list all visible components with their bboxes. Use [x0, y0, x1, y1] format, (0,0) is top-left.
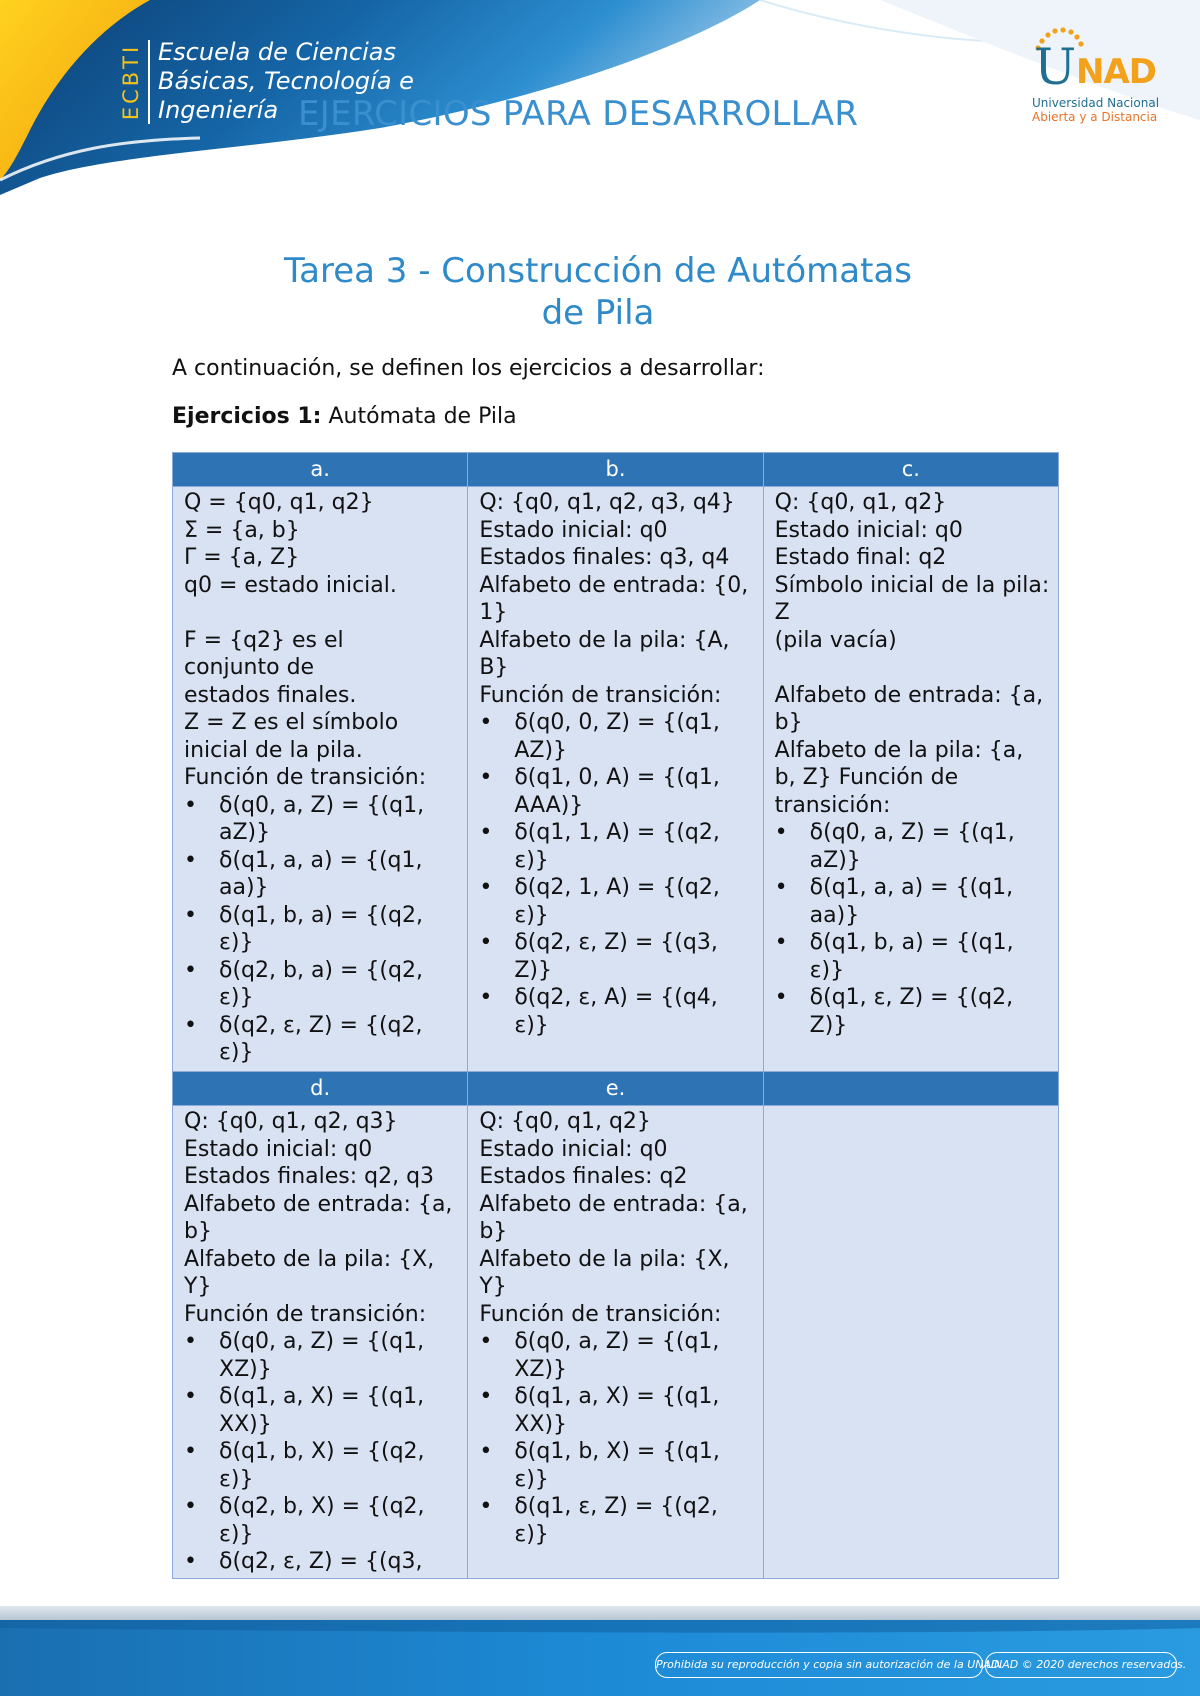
column-header-empty: [763, 1072, 1058, 1106]
cell-text-line: conjunto de: [184, 655, 315, 680]
transition-item: • δ(q1, ε, Z) = {(q2, ε)}: [479, 1493, 754, 1548]
cell-text-line: Estado inicial: q0: [774, 517, 963, 543]
table-header-row: [173, 1072, 1059, 1106]
transition-item: • δ(q1, ε, Z) = {(q2, Z)}: [775, 984, 1050, 1039]
transition-item: • δ(q1, 0, A) = {(q1, AAA)}: [479, 764, 754, 819]
exercise-cell-c: [763, 487, 1058, 1072]
cell-text-line: Estado final: q2: [774, 545, 947, 570]
cell-text-line: estados finales.: [184, 682, 357, 708]
header-title: EJERCICIOS PARA DESARROLLAR: [298, 94, 859, 134]
cell-text-line: Σ = {a, b}: [184, 517, 300, 543]
cell-text-line: Alfabeto de entrada: {a, b}: [774, 682, 1044, 735]
cell-text-line: F = {q2} es el: [184, 627, 344, 653]
transition-item: • δ(q1, a, a) = {(q1, aa)}: [184, 847, 459, 902]
footer-banner-graphic: [0, 1606, 1200, 1696]
table-row: [173, 1106, 1059, 1579]
transition-item: • δ(q2, ε, Z) = {(q3, Z)}: [479, 929, 754, 984]
cell-text-line: Z = Z es el símbolo: [184, 710, 399, 735]
cell-text-line: Estado inicial: q0: [184, 1136, 373, 1162]
cell-text-line: Q: {q0, q1, q2, q3}: [184, 1109, 398, 1134]
transition-item: • δ(q0, 0, Z) = {(q1, AZ)}: [479, 709, 754, 764]
column-header-c: c.: [763, 453, 1058, 487]
exercise-heading-rest: Autómata de Pila: [321, 404, 517, 429]
exercise-cell-b: [468, 487, 763, 1072]
transition-item: • δ(q2, ε, A) = {(q4, ε)}: [479, 984, 754, 1039]
document-title: [172, 250, 1024, 334]
cell-text-line: (pila vacía): [774, 627, 897, 653]
transition-item: • δ(q2, ε, Z) = {(q3,: [184, 1548, 459, 1576]
transition-list: [775, 819, 1050, 1039]
cell-text-line: Estados finales: q3, q4: [479, 545, 730, 570]
column-header-a: a.: [173, 453, 468, 487]
cell-text-line: Alfabeto de entrada: {0, 1}: [479, 572, 749, 625]
transition-item: • δ(q1, b, a) = {(q1, ε)}: [775, 929, 1050, 984]
transition-item: • δ(q2, ε, Z) = {(q2, ε)}: [184, 1012, 459, 1067]
cell-text-line: Estados finales: q2, q3: [184, 1164, 435, 1189]
transition-item: • δ(q1, a, a) = {(q1, aa)}: [775, 874, 1050, 929]
transition-item: • δ(q2, b, a) = {(q2, ε)}: [184, 957, 459, 1012]
ecbti-divider: [148, 40, 150, 124]
intro-paragraph: A continuación, se definen los ejercicios a desarrollar:: [172, 356, 765, 381]
logo-letters-nad: NAD: [1076, 52, 1156, 92]
exercise-cell-a: [173, 487, 468, 1072]
column-header-d: d.: [173, 1072, 468, 1106]
cell-text-line: Alfabeto de entrada: {a, b}: [479, 1191, 748, 1244]
transition-item: • δ(q0, a, Z) = {(q1, aZ)}: [775, 819, 1050, 874]
ecbti-text: ECBTI: [119, 43, 144, 121]
cell-text-line: Estados finales: q2: [479, 1164, 688, 1189]
ecbti-mark: [116, 40, 146, 124]
cell-text-line: Alfabeto de entrada: {a, b}: [184, 1191, 453, 1244]
exercise-cell-d: [173, 1106, 468, 1579]
exercise-cell-e: [468, 1106, 763, 1579]
cell-text-line: Alfabeto de la pila: {a, b, Z} Función de transición:: [774, 737, 1024, 818]
transition-item: • δ(q1, a, X) = {(q1, XX)}: [479, 1383, 754, 1438]
footer-notice: Prohibida su reproducción y copia sin autorización de la UNAD.: [655, 1652, 983, 1678]
cell-text-line: Q = {q0, q1, q2}: [184, 490, 374, 515]
exercise-table: [172, 452, 1059, 1579]
cell-text-line: Símbolo inicial de la pila: Z: [774, 572, 1050, 625]
logo-letter-u: U: [1034, 38, 1077, 96]
cell-text-line: Q: {q0, q1, q2}: [774, 490, 947, 515]
table-header-row: [173, 453, 1059, 487]
cell-text-line: Γ = {a, Z}: [184, 545, 300, 570]
table-row: [173, 487, 1059, 1072]
cell-text-line: Estado inicial: q0: [479, 517, 668, 543]
page-header: [0, 0, 1200, 215]
document-title-line2: de Pila: [541, 293, 655, 333]
cell-text-line: q0 = estado inicial.: [184, 572, 397, 598]
cell-text-line: Estado inicial: q0: [479, 1136, 668, 1162]
transition-list: [184, 1328, 459, 1576]
transition-item: • δ(q1, a, X) = {(q1, XX)}: [184, 1383, 459, 1438]
exercise-cell-empty: [763, 1106, 1058, 1579]
column-header-e: e.: [468, 1072, 763, 1106]
cell-text-line: inicial de la pila.: [184, 737, 363, 763]
transition-item: • δ(q1, 1, A) = {(q2, ε)}: [479, 819, 754, 874]
cell-text-line: Q: {q0, q1, q2, q3, q4}: [479, 490, 735, 515]
cell-text-line: Función de transición:: [184, 1301, 427, 1327]
transition-list: [479, 1328, 754, 1548]
cell-text-line: Q: {q0, q1, q2}: [479, 1109, 651, 1134]
school-name-line: Ingeniería: [158, 96, 279, 124]
exercise-heading: [172, 404, 517, 429]
cell-text-line: Función de transición:: [184, 765, 427, 790]
logo-caption-line1: Universidad Nacional: [1032, 96, 1160, 110]
transition-item: • δ(q1, b, X) = {(q2, ε)}: [184, 1438, 459, 1493]
column-header-b: b.: [468, 453, 763, 487]
page-footer: [0, 1606, 1200, 1696]
school-name-line: Básicas, Tecnología e: [158, 67, 414, 95]
cell-text-line: Alfabeto de la pila: {X, Y}: [479, 1246, 730, 1299]
transition-item: • δ(q1, b, a) = {(q2, ε)}: [184, 902, 459, 957]
cell-text-line: Función de transición:: [479, 682, 722, 708]
cell-text-line: Función de transición:: [479, 1301, 722, 1327]
exercise-heading-bold: Ejercicios 1:: [172, 404, 322, 429]
transition-item: • δ(q0, a, Z) = {(q1, XZ)}: [184, 1328, 459, 1383]
transition-item: • δ(q0, a, Z) = {(q1, aZ)}: [184, 792, 459, 847]
school-name-line: Escuela de Ciencias: [158, 38, 396, 66]
transition-list: [479, 709, 754, 1039]
transition-item: • δ(q2, b, X) = {(q2, ε)}: [184, 1493, 459, 1548]
cell-text-line: Alfabeto de la pila: {A, B}: [479, 627, 730, 680]
transition-item: • δ(q2, 1, A) = {(q2, ε)}: [479, 874, 754, 929]
cell-text-line: Alfabeto de la pila: {X, Y}: [184, 1246, 435, 1299]
logo-caption-line2: Abierta y a Distancia: [1032, 110, 1158, 124]
transition-item: • δ(q0, a, Z) = {(q1, XZ)}: [479, 1328, 754, 1383]
unad-logo: [1024, 26, 1176, 126]
transition-list: [184, 792, 459, 1067]
document-title-line1: Tarea 3 - Construcción de Autómatas: [283, 251, 913, 291]
transition-item: • δ(q1, b, X) = {(q1, ε)}: [479, 1438, 754, 1493]
footer-copyright: UNAD © 2020 derechos reservados.: [985, 1652, 1177, 1678]
